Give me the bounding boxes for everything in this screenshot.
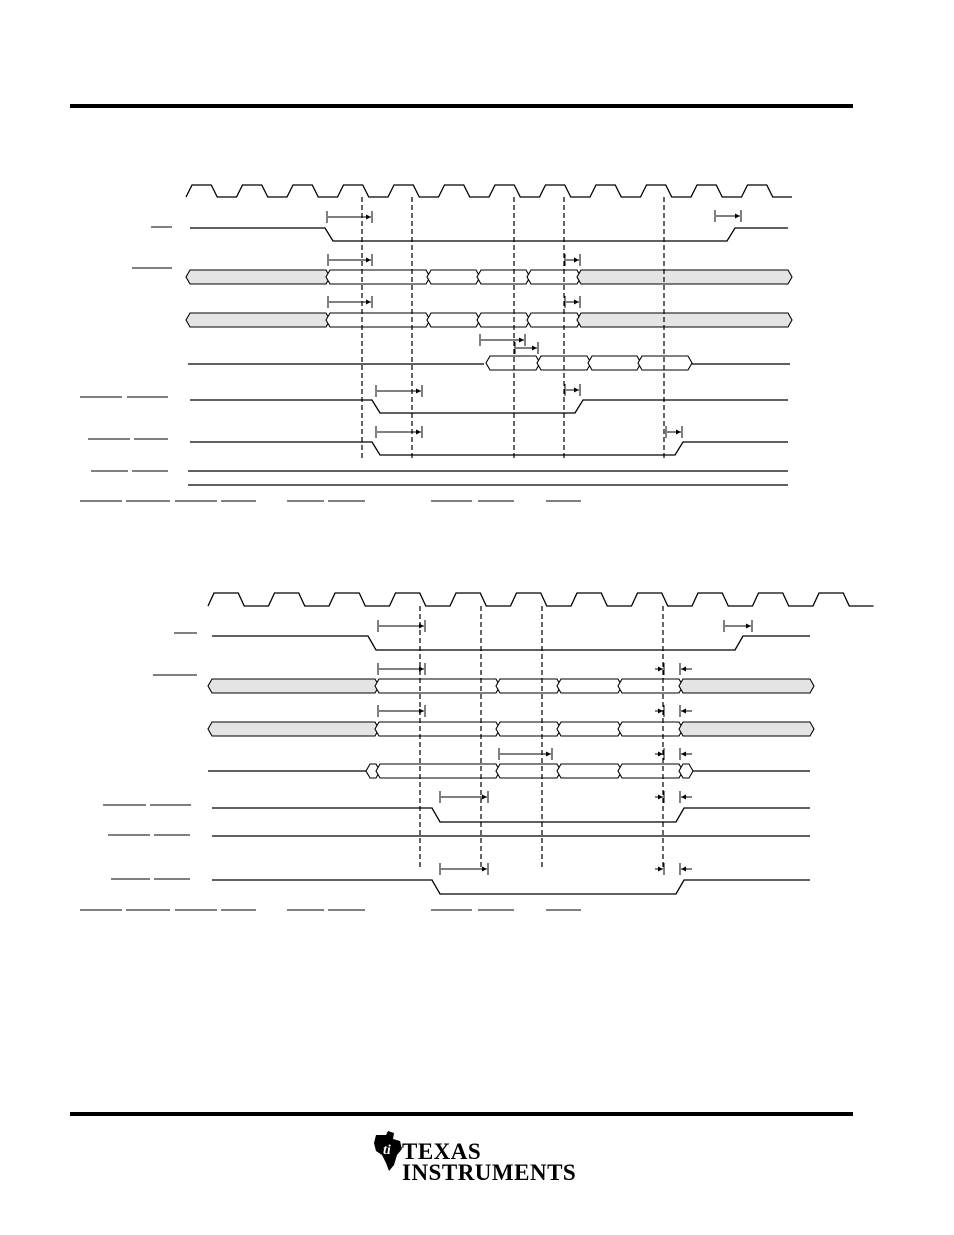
timing-dim: [655, 705, 692, 717]
bus-segment: [326, 313, 430, 327]
bus-segment: [557, 764, 622, 778]
bus-segment: [208, 679, 379, 693]
timing-dim: [655, 863, 692, 875]
svg-text:ti: ti: [383, 1143, 391, 1158]
bus-segment: [577, 270, 792, 284]
timing-dim: [655, 663, 692, 675]
bus-segment: [208, 722, 379, 736]
select-waveform: [190, 400, 788, 413]
timing-dim: [515, 342, 538, 354]
bus-segment: [477, 313, 530, 327]
clock-waveform: [186, 185, 792, 197]
bus-segment: [496, 764, 561, 778]
bus-segment: [496, 722, 561, 736]
command-bus: [186, 313, 792, 327]
logo-instruments-text: INSTRUMENTS: [402, 1160, 577, 1185]
strobe-waveform: [190, 228, 788, 241]
timing-dim: [715, 210, 741, 222]
timing-dim: [480, 334, 525, 346]
timing-dim: [376, 426, 422, 438]
timing-dim: [499, 748, 552, 760]
bus-segment: [477, 270, 530, 284]
timing-dim: [565, 254, 580, 266]
bus-segment: [618, 764, 683, 778]
bus-segment: [679, 722, 814, 736]
bus-segment: [679, 679, 814, 693]
address-bus: [208, 679, 814, 693]
bus-segment: [638, 356, 692, 370]
bus-segment: [427, 270, 480, 284]
timing-dim: [565, 384, 580, 396]
timing-dim: [378, 663, 425, 675]
timing-dim: [378, 620, 425, 632]
bus-segment: [588, 356, 641, 370]
bus-segment: [326, 270, 430, 284]
command-bus: [208, 722, 814, 736]
bus-segment: [557, 679, 622, 693]
logo-word-instruments: [402, 1160, 576, 1186]
timing-dim: [328, 296, 372, 308]
data-bus: [486, 356, 692, 370]
bus-segment: [618, 679, 683, 693]
bus-segment: [618, 722, 683, 736]
bus-segment: [557, 722, 622, 736]
bus-segment: [679, 764, 693, 778]
timing-dim: [724, 620, 752, 632]
timing-dim: [565, 296, 580, 308]
bus-segment: [427, 313, 480, 327]
enable-waveform: [212, 880, 810, 894]
data-bus: [366, 764, 693, 778]
strobe-waveform: [212, 636, 810, 650]
footer-rule: [70, 1112, 853, 1116]
timing-diagram-bottom: [80, 593, 874, 910]
bus-segment: [486, 356, 540, 370]
address-bus: [186, 270, 792, 284]
enable-waveform: [190, 442, 788, 455]
timing-dim: [378, 705, 425, 717]
select-waveform: [212, 808, 810, 822]
bus-segment: [186, 270, 330, 284]
bus-segment: [527, 270, 581, 284]
clock-waveform: [208, 593, 874, 606]
texas-instruments-logo: [372, 1127, 577, 1187]
timing-dim: [327, 211, 372, 223]
bus-segment: [527, 313, 581, 327]
logo-texas-text: TEXAS: [402, 1139, 482, 1164]
bus-segment: [186, 313, 330, 327]
timing-dim: [666, 426, 682, 438]
timing-dim: [655, 791, 692, 803]
timing-dim: [328, 254, 372, 266]
timing-diagram-top: [80, 185, 792, 501]
timing-dim: [376, 385, 422, 397]
bus-segment: [496, 679, 561, 693]
ti-state-mark-icon: [372, 1129, 406, 1173]
timing-dim: [655, 748, 692, 760]
bus-segment: [577, 313, 792, 327]
